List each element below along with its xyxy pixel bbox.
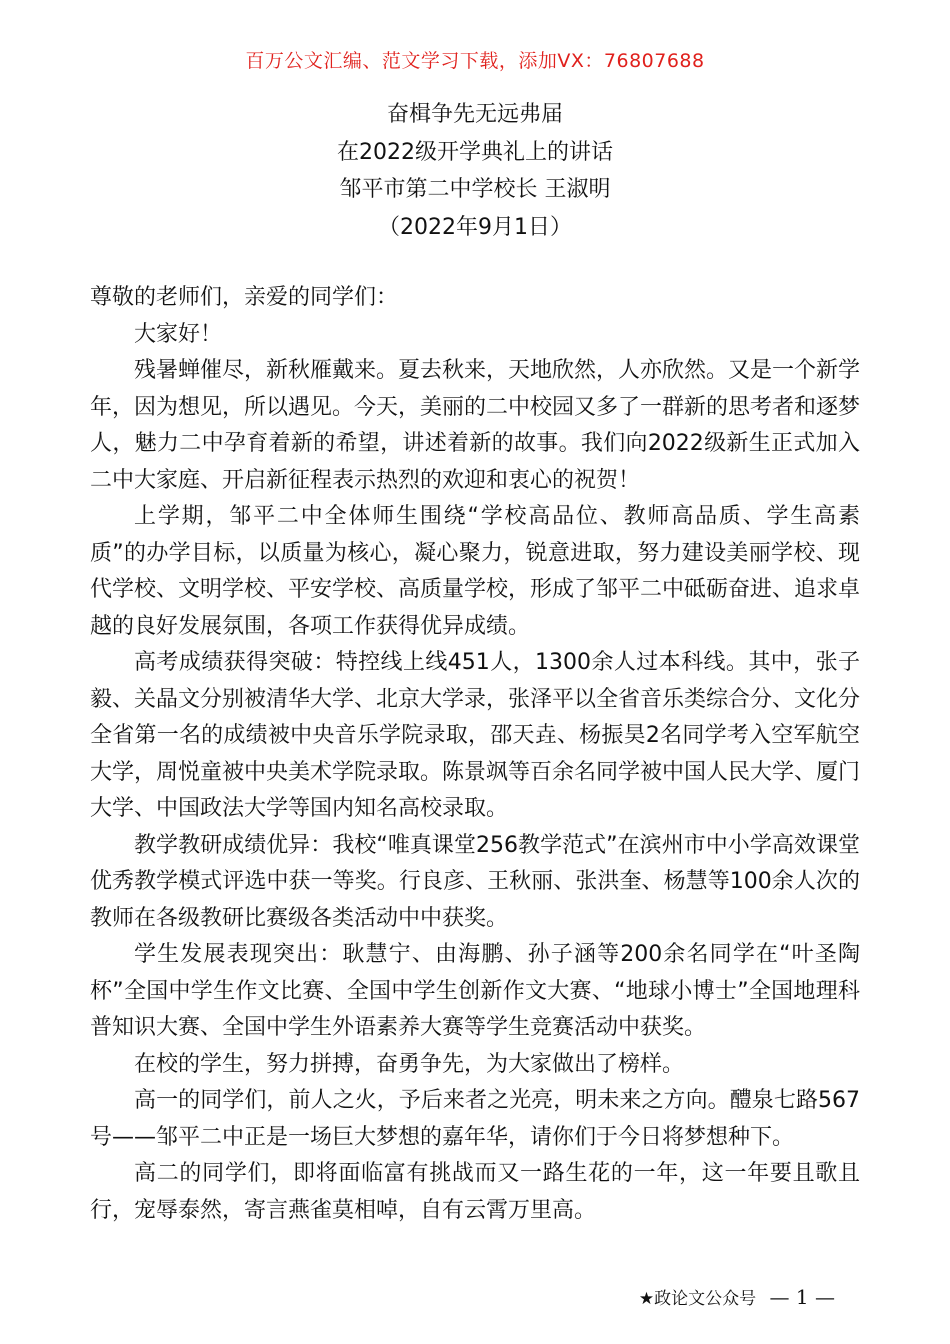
speech-heading — [0, 96, 950, 246]
speech-subtitle: 在2022级开学典礼上的讲话 — [337, 139, 613, 165]
speech-title: 奋楫争先无远弗届 — [386, 102, 563, 127]
salutation: 尊敬的老师们，亲爱的同学们： — [90, 285, 399, 310]
footer-source: ★政论文公众号 — [638, 1289, 757, 1309]
paragraph-teaching: 教学教研成绩优异：我校“唯真课堂256教学范式”在滨州市中小学高效课堂优秀教学模式评选中获一等奖。行良彦、王秋丽、张洪奎、杨慧等100余人次的教师在各级教研比赛级各类活动中中获奖。 — [90, 832, 860, 931]
paragraph-gaokao: 高考成绩获得突破：特控线上线451人，1300余人过本科线。其中，张子毅、关晶文分别被清华大学、北京大学录，张泽平以全省音乐类综合分、文化分全省第一名的成绩被中央音乐学院录取，邵天垚、杨振昊2名同学考入空军航空大学，周悦童被中央美术学院录取。陈景飒等百余名同学被中国人民大学、厦门大学、中国政法大学等国内知名高校录取。 — [90, 650, 861, 821]
page-footer — [639, 1284, 835, 1309]
paragraph-grade-two: 高二的同学们，即将面临富有挑战而又一路生花的一年，这一年要且歌且行，宠辱泰然，寄言燕雀莫相啅，自有云霄万里高。 — [90, 1161, 860, 1223]
paragraph-role-models: 在校的学生，努力拼搏，奋勇争先，为大家做出了榜样。 — [134, 1051, 685, 1077]
speech-body — [90, 280, 860, 1229]
paragraph-opening: 残暑蝉催尽，新秋雁戴来。夏去秋来，天地欣然，人亦欣然。又是一个新学年，因为想见，所以遇见。今天，美丽的二中校园又多了一群新的思考者和逐梦人，魅力二中孕育着新的希望，讲述着新的故事。我们向2022级新生正式加入二中大家庭、开启新征程表示热烈的欢迎和衷心的祝贺！ — [90, 358, 861, 493]
speaker-line: 邹平市第二中学校长 王淑明 — [339, 177, 611, 202]
download-banner: 百万公文汇编、范文学习下载，添加VX：76807688 — [245, 50, 705, 72]
speech-date: （2022年9月1日） — [378, 214, 572, 240]
paragraph-students: 学生发展表现突出：耿慧宁、由海鹏、孙子涵等200余名同学在“叶圣陶杯”全国中学生作文比赛、全国中学生创新作文大赛、“地球小博士”全国地理科普知识大赛、全国中学生外语素养大赛等学生竞赛活动中获奖。 — [90, 942, 860, 1040]
greeting: 大家好！ — [134, 321, 223, 347]
page-number: — 1 — — [769, 1285, 835, 1309]
paragraph-grade-one: 高一的同学们，前人之火，予后来者之光亮，明未来之方向。醴泉七路567号——邹平二中正是一场巨大梦想的嘉年华，请你们于今日将梦想种下。 — [90, 1088, 860, 1150]
paragraph-last-semester: 上学期，邹平二中全体师生围绕“学校高品位、教师高品质、学生高素质”的办学目标，以质量为核心，凝心聚力，锐意进取，努力建设美丽学校、现代学校、文明学校、平安学校、高质量学校，形成了邹平二中砥砺奋进、追求卓越的良好发展氛围，各项工作获得优异成绩。 — [90, 504, 861, 639]
